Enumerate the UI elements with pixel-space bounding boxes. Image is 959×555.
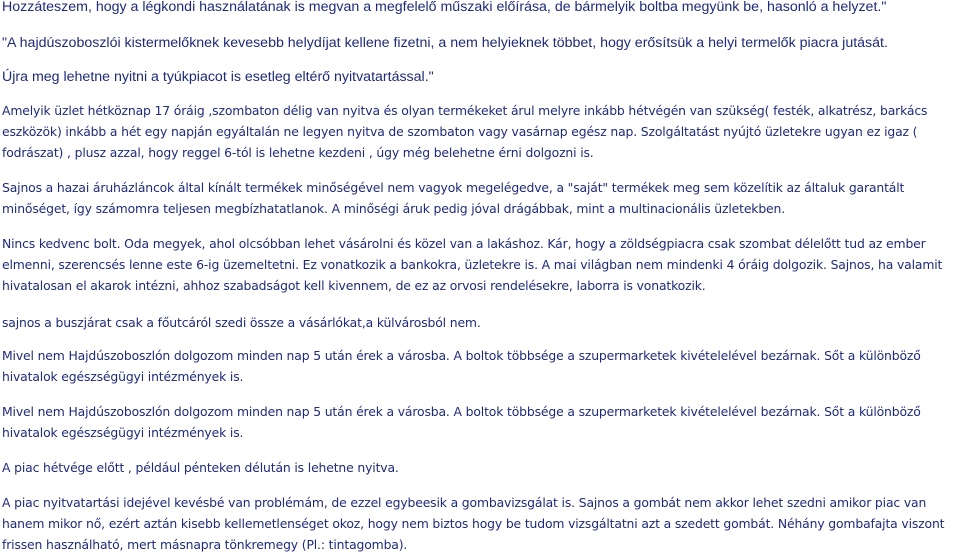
paragraph-6: Nincs kedvenc bolt. Oda megyek, ahol olcsóbban lehet vásárolni és közel van a lakáshoz. Kár, hogy a zöldségpiacra csak szombat délelőtt tud az ember elmenni, szerencsés lenne este 6-ig üzemeltetni. Ez vonatkozik a bankokra, üzletekre is. A mai világban nem mindenki 4 óráig dolgozik. Sajnos, ha valamit hivatalosan el akarok intézni, ahhoz szabadságot kell kivennem, de ez az orvosi rendelésekre, laborra is vonatkozik. [2,236,943,293]
paragraph-7: sajnos a buszjárat csak a főutcáról szedi össze a vásárlókat,a külvárosból nem. [2,315,481,330]
paragraph-10: A piac hétvége előtt , például pénteken délután is lehetne nyitva. [2,460,399,475]
paragraph-1: Hozzáteszem, hogy a légkondi használatának is megvan a megfelelő műszaki előírása, de bármelyik boltba megyünk be, hasonló a helyzet." [2,0,887,15]
paragraph-4: Amelyik üzlet hétköznap 17 óráig ,szombaton délig van nyitva és olyan termékeket árul melyre inkább hétvégén van szükség( festék, alkatrész, barkács eszközök) inkább a hét egy napján egyáltalán ne legyen nyitva de szombaton vagy vasárnap egész nap. Szolgáltatást nyújtó üzletekre ugyan ez igaz ( fodrászat) , plusz azzal, hogy reggel 6-tól is lehetne kezdeni , úgy még belehetne érni dolgozni is. [2,103,928,160]
paragraph-3: Újra meg lehetne nyitni a tyúkpiacot is esetleg eltérő nyitvatartással." [2,69,434,85]
paragraph-11: A piac nyitvatartási idejével kevésbé van problémám, de ezzel egybeesik a gombavizsgálat is. Sajnos a gombát nem akkor lehet szedni amikor piac van hanem mikor nő, ezért aztán kisebb kellemetlenséget okoz, hogy nem biztos hogy be tudom vizsgáltatni azt a szedett gombát. Néhány gombafajta viszont frissen használható, mert másnapra tönkremegy (Pl.: tintagomba). [2,495,945,552]
paragraph-8: Mivel nem Hajdúszoboszlón dolgozom minden nap 5 után érek a városba. A boltok többsége a szupermarketek kivételelével bezárnak. Sőt a különböző hivatalok egészségügyi intézmények is. [2,348,921,384]
paragraph-9: Mivel nem Hajdúszoboszlón dolgozom minden nap 5 után érek a városba. A boltok többsége a szupermarketek kivételelével bezárnak. Sőt a különböző hivatalok egészségügyi intézmények is. [2,404,921,440]
paragraph-5: Sajnos a hazai áruházláncok által kínált termékek minőségével nem vagyok megelégedve, a "saját" termékek meg sem közelítik az általuk garantált minőséget, így számomra teljesen megbízhatatlanok. A minőségi áruk pedig jóval drágábbak, mint a multinacionális üzletekben. [2,180,905,216]
paragraph-2: "A hajdúszoboszlói kistermelőknek kevesebb helydíjat kellene fizetni, a nem helyieknek többet, hogy erősítsük a helyi termelők piacra jutását. [2,35,888,51]
